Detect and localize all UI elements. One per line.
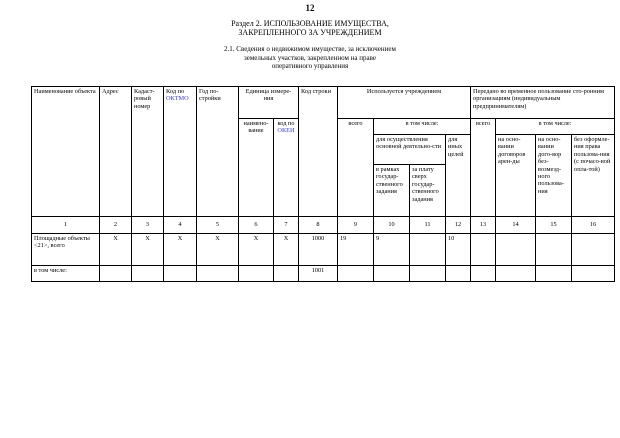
table-cell: X [197,234,239,266]
header-no-contract: без оформле-ния права пользова-ния (с почасо-вой опла-той) [572,135,615,217]
column-number: 6 [239,217,274,234]
column-numbers-row [32,217,615,234]
row-label: Площадные объекты <21>, всего [32,234,100,266]
header-used-by-institution: Используется учреждением [338,87,471,119]
table-cell [410,234,446,266]
header-build-year: Год по-стройки [197,87,239,217]
column-number: 15 [536,217,572,234]
section-title-line-1: Раздел 2. ИСПОЛЬЗОВАНИЕ ИМУЩЕСТВА, [231,19,389,28]
header-row-code: Код строки [299,87,338,217]
table-cell [132,266,164,282]
table-cell [496,234,536,266]
table-cell [197,266,239,282]
table-cell: X [100,234,132,266]
table-cell [536,266,572,282]
column-number: 16 [572,217,615,234]
table-cell: X [132,234,164,266]
table-cell [446,266,471,282]
row-label: в том числе: [32,266,100,282]
table-cell [410,266,446,282]
table-cell [239,266,274,282]
table-cell: 1000 [299,234,338,266]
header-address: Адрес [100,87,132,217]
header-other-purposes: для иных целей [446,135,471,217]
header-transferred-including: в том числе: [496,119,615,135]
column-number: 8 [299,217,338,234]
column-number: 1 [32,217,100,234]
header-paid-over-task: за плату сверх государ-ственного задания [410,165,446,217]
header-transferred: Передано во временное пользование сто-ронним организациям (индивидуальным предпринимателям) [471,87,615,119]
header-state-task: в рамках государ-ственного задания [374,165,410,217]
table-cell [572,266,615,282]
header-free-use: на осно-вании дого-вор без-возмезд-ного пользова-ния [536,135,572,217]
subsection-title [0,45,620,71]
okei-link[interactable]: ОКЕИ [277,127,295,135]
header-main-activity: для осуществления основной деятельно-сти [374,135,446,165]
table-cell: X [164,234,197,266]
column-number: 3 [132,217,164,234]
table-cell: X [274,234,299,266]
section-title-line-2: ЗАКРЕПЛЕННОГО ЗА УЧРЕЖДЕНИЕМ [238,28,382,37]
page-number: 12 [305,3,315,13]
header-lease: на осно-вании договоров арен-ды [496,135,536,217]
table-cell [338,266,374,282]
section-title [0,19,620,37]
header-used-total: всего [338,119,374,217]
column-number: 4 [164,217,197,234]
okei-prefix: код по [277,120,295,127]
header-oktmo-code [164,87,197,217]
subsection-title-line-3: оперативного управления [271,62,349,70]
table-row [32,234,615,266]
table-cell [496,266,536,282]
table-cell [536,234,572,266]
table-cell: X [239,234,274,266]
column-number: 9 [338,217,374,234]
table-row [32,266,615,282]
column-number: 11 [410,217,446,234]
table-cell: 1001 [299,266,338,282]
header-transferred-total: всего [471,119,496,217]
column-number: 7 [274,217,299,234]
table-cell [374,266,410,282]
table-cell: 9 [374,234,410,266]
subsection-title-line-2: земельных участков, закрепленном на праве [243,53,377,62]
column-number: 12 [446,217,471,234]
header-used-including: в том числе: [374,119,471,135]
header-cadastral-number: Кадаст-ровый номер [132,87,164,217]
oktmo-prefix: Код по [166,88,185,95]
table-cell [274,266,299,282]
table-cell [471,266,496,282]
header-object-name: Наименование объекта [32,87,100,217]
oktmo-link[interactable]: ОКТМО [166,95,189,103]
column-number: 14 [496,217,536,234]
column-number: 10 [374,217,410,234]
column-number: 13 [471,217,496,234]
column-number: 2 [100,217,132,234]
header-unit: Единица измере-ния [239,87,299,119]
table-cell [471,234,496,266]
table-cell [164,266,197,282]
subsection-title-line-1: 2.1. Сведения о недвижимом имуществе, за исключением [224,45,396,53]
header-unit-name: наимено-вание [239,119,274,217]
table-cell [572,234,615,266]
table-cell: 19 [338,234,374,266]
header-okei-code [274,119,299,217]
column-number: 5 [197,217,239,234]
property-table [31,86,615,282]
table-cell [100,266,132,282]
table-cell: 10 [446,234,471,266]
